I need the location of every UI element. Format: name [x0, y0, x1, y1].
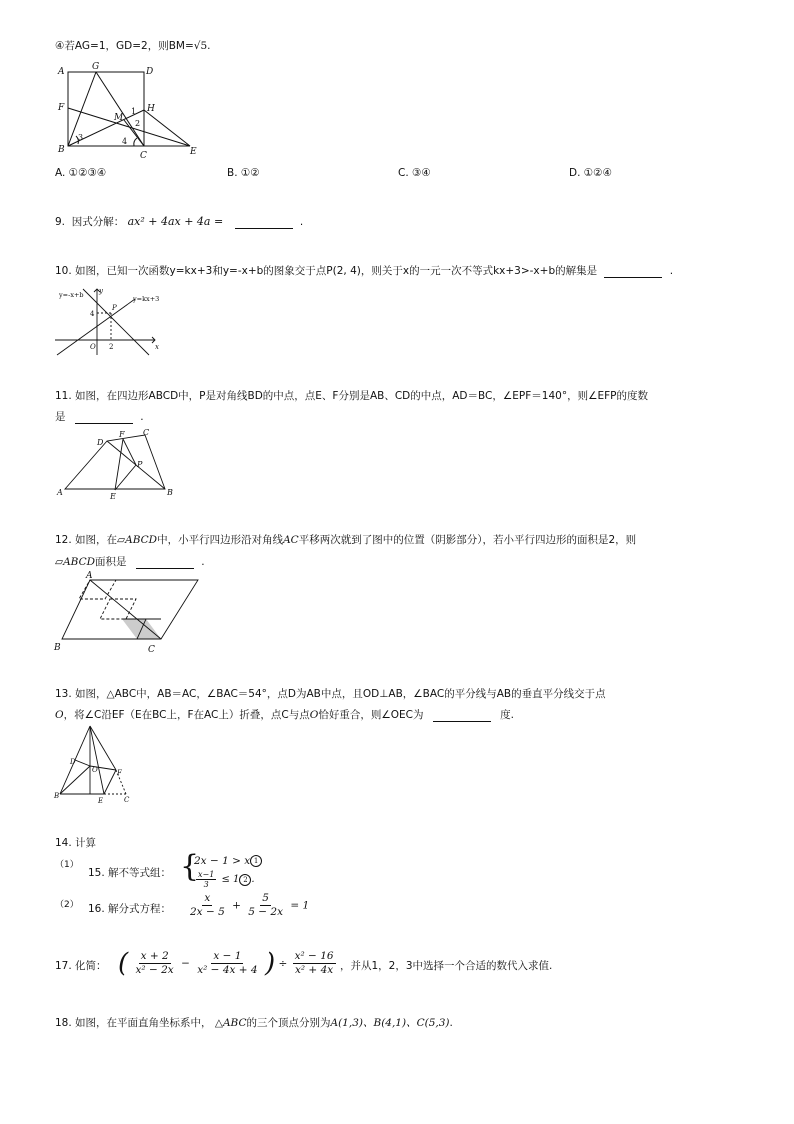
q11-line2: 是 .	[55, 411, 144, 423]
q14-part1-label: （1）	[55, 860, 79, 870]
q18-statement: 18. 如图，在平面直角坐标系中， △ABC的三个顶点分别为A(1,3)、B(4,1)、C(5,3).	[55, 1017, 453, 1029]
segment-he	[144, 110, 190, 146]
label-o: O	[92, 766, 98, 774]
q17-instruction: ，并从1，2，3中选择一个合适的数代入求值.	[340, 960, 553, 972]
q11-answer-blank[interactable]	[75, 412, 133, 424]
segment-ae	[90, 726, 104, 794]
label-m: M	[114, 113, 124, 123]
segment-fp	[123, 439, 136, 465]
label-y: y	[99, 287, 103, 295]
label-b: B	[167, 488, 173, 497]
label-g: G	[92, 62, 100, 72]
segment-do	[75, 760, 90, 766]
label-p: P	[137, 460, 143, 469]
q10-statement: 10. 如图，已知一次函数y=kx+3和y=-x+b的图象交于点P(2, 4)，则关于x的一元一次不等式kx+3>-x+b的解集是 .	[55, 265, 674, 277]
q15-statement: 15. 解不等式组：	[88, 867, 172, 879]
q16-statement: 16. 解分式方程：	[88, 903, 172, 915]
segment-gc	[96, 72, 144, 146]
label-f: F	[119, 430, 125, 439]
q10-answer-blank[interactable]	[604, 266, 662, 278]
label-line-kx-plus-3: y=kx+3	[133, 295, 160, 303]
label-line-neg-x-plus-b: y=-x+b	[59, 291, 84, 299]
option-a[interactable]: A. ①②③④	[55, 167, 107, 179]
q8-figure	[52, 58, 212, 162]
label-b: B	[54, 643, 61, 653]
q11-line1: 11. 如图，在四边形ABCD中，P是对角线BD的中点，点E、F分别是AB、CD的中点，AD＝BC，∠EPF＝140°，则∠EFP的度数	[55, 390, 648, 402]
quadrilateral-abcd	[65, 435, 165, 489]
label-2: 2	[109, 343, 114, 351]
q13-line2: O，将∠C沿EF（E在BC上，F在AC上）折叠，点C与点O恰好重合，则∠OEC为 度.	[55, 709, 515, 721]
q17-label: 17. 化简：	[55, 960, 107, 972]
label-angle-2: 2	[135, 119, 141, 128]
label-4: 4	[90, 310, 95, 318]
line-kx-plus-3	[57, 299, 135, 355]
option-d[interactable]: D. ①②④	[569, 167, 612, 179]
q9-answer-blank[interactable]	[235, 217, 293, 229]
label-c: C	[140, 151, 147, 161]
label-c: C	[124, 796, 130, 804]
q8-statement: ④若AG=1，GD=2，则BM=√5.	[55, 40, 211, 52]
label-a: A	[57, 488, 63, 497]
label-c: C	[143, 428, 150, 437]
label-d: D	[146, 67, 154, 77]
q13-figure	[52, 722, 142, 808]
label-c: C	[148, 645, 155, 655]
label-a: A	[58, 67, 65, 77]
fold-ef	[104, 770, 116, 794]
diagonal-ac	[90, 580, 161, 639]
label-f: F	[117, 769, 122, 777]
label-e: E	[190, 147, 197, 157]
q17-expression: ( $\frac{x + 2}{\text{x² − 2x}}$ − $\frac{x - 1}{\text{x² − 4x + 4}}$ ) ÷ $\frac{\text{x² − 16}}{\text{x² + 4x}}$	[118, 948, 334, 979]
label-x: x	[155, 343, 159, 351]
label-angle-1: 1	[131, 107, 137, 116]
label-d: D	[97, 438, 104, 447]
q10-figure	[55, 285, 165, 357]
q14-title: 14. 计算	[55, 837, 97, 849]
parallelogram-abcd	[62, 580, 198, 639]
option-b[interactable]: B. ①②	[227, 167, 260, 179]
label-angle-3: 3	[78, 133, 84, 142]
label-p: P	[112, 304, 117, 312]
label-b: B	[58, 145, 65, 155]
q12-line2: ▱ABCD面积是 .	[55, 556, 205, 568]
q11-figure	[55, 425, 185, 501]
q14-part2-label: （2）	[55, 900, 79, 910]
label-f: F	[58, 103, 65, 113]
angle-4-arc	[134, 138, 137, 146]
q16-equation: $\frac{x}{2x - 5}$ + $\frac{5}{5 - 2x}$ = 1	[190, 892, 310, 918]
label-a: A	[86, 571, 93, 581]
q12-figure	[52, 568, 202, 656]
label-angle-4: 4	[122, 137, 128, 146]
option-c[interactable]: C. ③④	[398, 167, 431, 179]
q9-statement: 9. 因式分解： ax² + 4ax + 4a = .	[55, 215, 304, 228]
label-h: H	[147, 104, 155, 114]
segment-bo	[60, 766, 90, 794]
label-d: D	[70, 758, 76, 766]
label-o: O	[90, 343, 96, 351]
q13-answer-blank[interactable]	[433, 710, 491, 722]
label-e: E	[98, 797, 104, 805]
side-ac-upper	[90, 726, 116, 770]
label-e: E	[110, 492, 116, 501]
q13-line1: 13. 如图，△ABC中，AB＝AC，∠BAC＝54°，点D为AB中点，且OD⊥AB，∠BAC的平分线与AB的垂直平分线交于点	[55, 688, 606, 700]
dashed-folded-part	[104, 770, 126, 794]
label-b: B	[54, 792, 60, 800]
q12-line1: 12. 如图，在▱ABCD中，小平行四边形沿对角线AC平移两次就到了图中的位置（阴影部分），若小平行四边形的面积是2，则	[55, 534, 637, 546]
